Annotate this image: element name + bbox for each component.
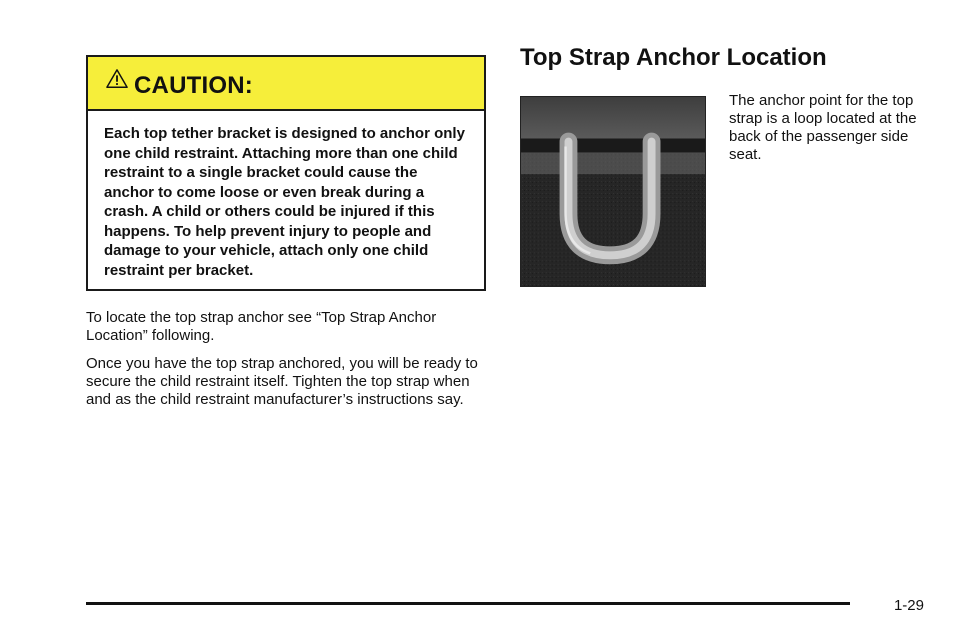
caution-box <box>86 55 486 291</box>
anchor-description: The anchor point for the top strap is a loop located at the back of the passenger side seat. <box>729 92 917 163</box>
footer-rule <box>86 602 850 605</box>
caution-text: Each top tether bracket is designed to anchor only one child restraint. Attaching more than one child restraint to a single bracket could cause the anchor to come loose or even break during a crash. A child or others could be injured if this happens. To help prevent injury to people and damage to your vehicle, attach only one child restraint per bracket. <box>104 125 465 279</box>
page-number: 1-29 <box>893 597 924 614</box>
warning-triangle-icon <box>106 68 128 90</box>
anchor-loop-photo <box>520 96 706 287</box>
caution-title: CAUTION: <box>134 72 253 99</box>
paragraph-locate-anchor: To locate the top strap anchor see “Top Strap Anchor Location” following. <box>86 309 437 344</box>
caution-header <box>88 57 484 111</box>
paragraph-secure-restraint: Once you have the top strap anchored, you will be ready to secure the child restraint itself. Tighten the top strap when and as the child restraint manufacturer’s instructions say. <box>86 355 478 408</box>
section-title: Top Strap Anchor Location <box>520 44 827 71</box>
left-column-text <box>86 309 492 419</box>
